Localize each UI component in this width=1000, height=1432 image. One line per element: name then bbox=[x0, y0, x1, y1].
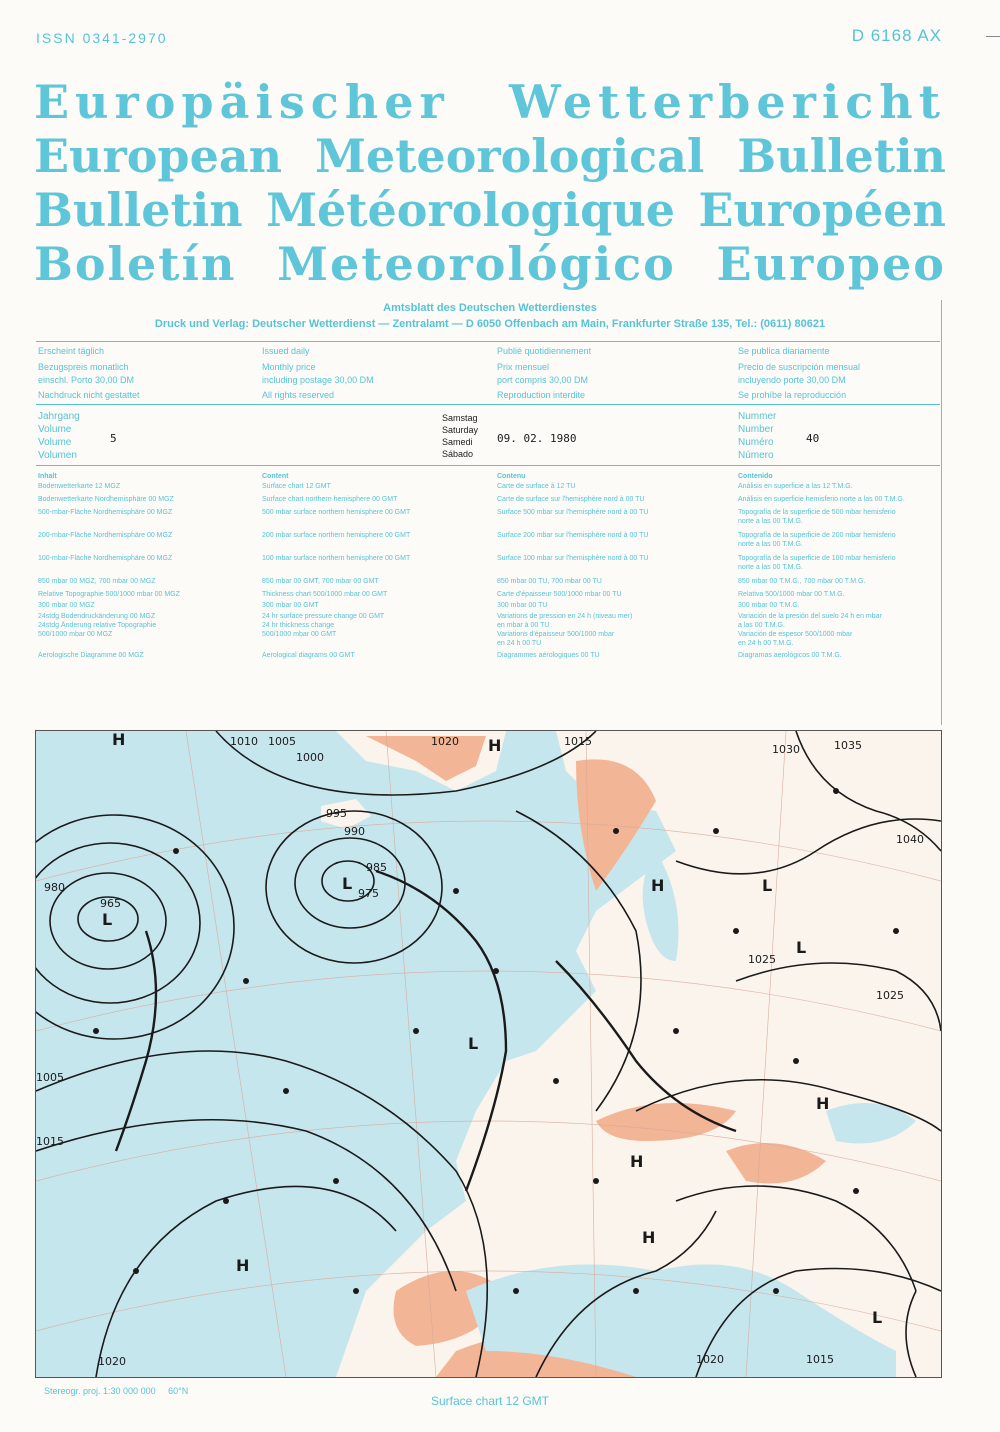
svg-text:1040: 1040 bbox=[896, 833, 924, 846]
svg-text:965: 965 bbox=[100, 897, 121, 910]
info-german: Erscheint täglich Bezugspreis monatlich einschl. Porto 30,00 DM Nachdruck nicht gestattet bbox=[38, 346, 140, 400]
issue-date: 09. 02. 1980 bbox=[497, 432, 577, 445]
svg-text:1005: 1005 bbox=[36, 1071, 64, 1084]
low-center: L bbox=[872, 1308, 883, 1327]
svg-text:1015: 1015 bbox=[564, 735, 592, 748]
info-french: Publié quotidiennement Prix mensuel port compris 30,00 DM Reproduction interdite bbox=[497, 346, 592, 400]
page-edge-line bbox=[941, 300, 942, 725]
divider bbox=[36, 404, 940, 405]
svg-text:1000: 1000 bbox=[296, 751, 324, 764]
low-center: L bbox=[762, 876, 773, 895]
svg-text:1010: 1010 bbox=[230, 735, 258, 748]
volume-value: 5 bbox=[110, 432, 117, 445]
info-spanish: Se publica diariamente Precio de suscripción mensual incluyendo porte 30,00 DM Se prohíbe la reproducción bbox=[738, 346, 861, 400]
projection-note: Stereogr. proj. 1:30 000 000 60°N bbox=[44, 1386, 189, 1396]
svg-text:995: 995 bbox=[326, 807, 347, 820]
high-center: H bbox=[488, 736, 502, 755]
publisher-line: Druck und Verlag: Deutscher Wetterdienst — Zentralamt — D 6050 Offenbach am Main, Frankfurter Straße 135, Tel.: (0611) 80621 bbox=[154, 318, 826, 330]
svg-text:1015: 1015 bbox=[806, 1353, 834, 1366]
title-french: Bulletin Météorologique Européen bbox=[34, 183, 946, 237]
divider bbox=[36, 341, 940, 342]
title-german: Europäischer Wetterbericht bbox=[34, 75, 946, 129]
high-center: H bbox=[651, 876, 665, 895]
svg-text:1020: 1020 bbox=[431, 735, 459, 748]
high-center: H bbox=[236, 1256, 250, 1275]
day-labels: Samstag Saturday Samedi Sábado bbox=[442, 413, 479, 459]
official-gazette-line: Amtsblatt des Deutschen Wetterdienstes bbox=[383, 302, 597, 314]
chart-caption: Surface chart 12 GMT bbox=[430, 1394, 550, 1408]
svg-text:1005: 1005 bbox=[268, 735, 296, 748]
high-center: H bbox=[630, 1152, 644, 1171]
high-center: H bbox=[642, 1228, 656, 1247]
contents-spanish: Contenido Análisis en superficie a las 12 T.M.G. Análisis en superficie hemisferio norte a las 00 T.M.G. Topografía de la superficie de 500 mbar hemisferio norte a las 00 T.M.G. Topografía de la superficie de 200 mbar hemisferio norte a las 00 T.M.G. Topografía de la superficie de 100 mbar hemisferio norte a las 00 T.M.G. 850 mbar 00 T.M.G., 700 mbar 00 T.M.G. Relativa 500/1000 mbar 00 T.M.G. 300 mbar 00 T.M.G. Variación de la presión del suelo 24 h en mbar a las 00 T.M.G. Variación de espesor 500/1000 mbar en 24 h 00 T.M.G. Diagramas aerológicos 00 T.M.G. bbox=[738, 473, 905, 659]
issue-number: 40 bbox=[806, 432, 820, 445]
low-center: L bbox=[468, 1034, 479, 1053]
svg-text:985: 985 bbox=[366, 861, 387, 874]
svg-text:1035: 1035 bbox=[834, 739, 862, 752]
volume-labels: Jahrgang Volume Volume Volumen bbox=[38, 411, 80, 461]
divider bbox=[36, 465, 940, 466]
svg-text:1025: 1025 bbox=[748, 953, 776, 966]
contents-french: Contenu Carte de surface à 12 TU Carte de surface sur l'hemisphère nord à 00 TU Surface 500 mbar sur l'hemisphère nord à 00 TU Surface 200 mbar sur l'hemisphère nord à 00 TU Surface 100 mbar sur l'hemisphère nord à 00 TU 850 mbar 00 TU, 700 mbar 00 TU Carte d'épaisseur 500/1000 mbar 00 TU 300 mbar 00 TU Variations de pression en 24 h (niveau mer) en mbar à 00 TU Variations d'épaisseur 500/1000 mbar en 24 h 00 TU Diagrammes aérologiques 00 TU bbox=[497, 473, 649, 659]
svg-text:1020: 1020 bbox=[98, 1355, 126, 1368]
weather-map-graphic bbox=[36, 731, 941, 1377]
corner-mark bbox=[986, 36, 1000, 37]
title-spanish: Boletín Meteorológico Europeo bbox=[34, 237, 946, 291]
svg-text:1015: 1015 bbox=[36, 1135, 64, 1148]
info-english: Issued daily Monthly price including postage 30,00 DM All rights reserved bbox=[262, 346, 374, 400]
svg-text:975: 975 bbox=[358, 887, 379, 900]
contents-english: Content Surface chart 12 GMT Surface chart northern hemisphere 00 GMT 500 mbar surface northern hemisphere 00 GMT 200 mbar surface northern hemisphere 00 GMT 100 mbar surface northern hemisphere 00 GMT 850 mbar 00 GMT, 700 mbar 00 GMT Thickness chart 500/1000 mbar 00 GMT 300 mbar 00 GMT 24 hr surface pressure change 00 GMT 24 hr thickness change 500/1000 mbar 00 GMT Aerological diagrams 00 GMT bbox=[262, 473, 411, 659]
publication-code: D 6168 AX bbox=[851, 26, 942, 45]
svg-text:990: 990 bbox=[344, 825, 365, 838]
low-center: L bbox=[102, 910, 113, 929]
svg-text:1030: 1030 bbox=[772, 743, 800, 756]
high-center: H bbox=[816, 1094, 830, 1113]
svg-text:1020: 1020 bbox=[696, 1353, 724, 1366]
surface-weather-map bbox=[35, 730, 942, 1378]
low-center: L bbox=[796, 938, 807, 957]
number-labels: Nummer Number Numéro Número bbox=[738, 411, 777, 461]
high-center: H bbox=[112, 731, 126, 749]
svg-text:980: 980 bbox=[44, 881, 65, 894]
issn-number: ISSN 0341-2970 bbox=[36, 30, 168, 46]
contents-german: Inhalt Bodenwetterkarte 12 MGZ Bodenwetterkarte Nordhemisphäre 00 MGZ 500-mbar-Fläche Nordhemisphäre 00 MGZ 200-mbar-Fläche Nordhemisphäre 00 MGZ 100-mbar-Fläche Nordhemisphäre 00 MGZ 850 mbar 00 MGZ, 700 mbar 00 MGZ Relative Topographie 500/1000 mbar 00 MGZ 300 mbar 00 MGZ 24stdg Bodendruckänderung 00 MGZ 24stdg Änderung relative Topographie 500/1000 mbar 00 MGZ Aerologische Diagramme 00 MGZ bbox=[38, 473, 180, 659]
svg-text:1025: 1025 bbox=[876, 989, 904, 1002]
title-english: European Meteorological Bulletin bbox=[34, 129, 946, 183]
low-center: L bbox=[342, 874, 353, 893]
